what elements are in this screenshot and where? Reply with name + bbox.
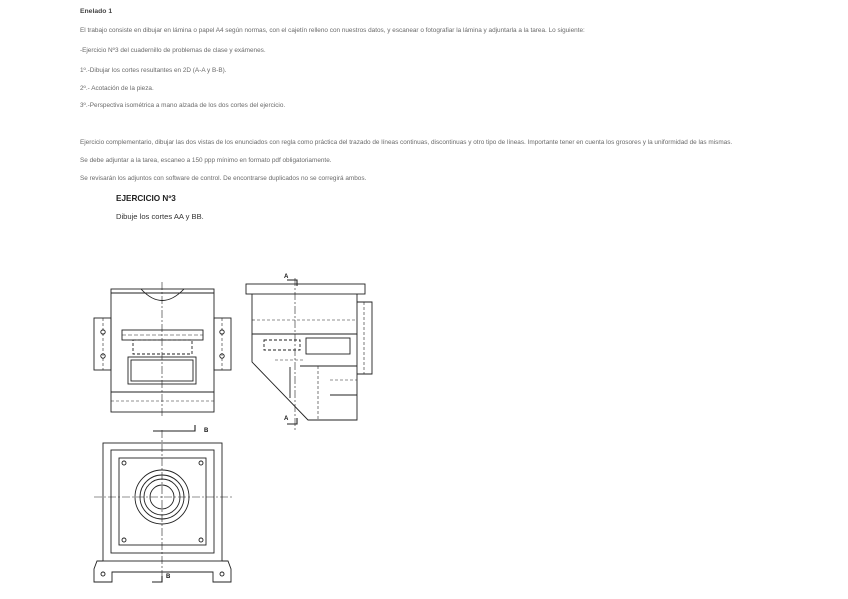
section-label-a-top: A: [284, 274, 289, 280]
document-title: Enelado 1: [80, 8, 113, 15]
task-item-2: 2º.- Acotación de la pieza.: [80, 85, 154, 92]
section-label-b-bottom: B: [166, 574, 171, 580]
task-item-1: 1º.-Dibujar los cortes resultantes en 2D (A-A y B-B).: [80, 67, 227, 74]
instruction-line-2: -Ejercicio Nº3 del cuadernillo de problemas de clase y exámenes.: [80, 47, 266, 54]
review-paragraph: Se revisarán los adjuntos con software de control. De encontrarse duplicados no se corregirá ambos.: [80, 175, 367, 182]
section-label-a-bottom: A: [284, 416, 289, 422]
exercise-subtitle: Dibuje los cortes AA y BB.: [116, 212, 204, 221]
instruction-line-1: El trabajo consiste en dibujar en lámina o papel A4 según normas, con el cajetín relleno con nuestros datos, y escanear o fotografiar la lámina y adjuntarla a la tarea. Lo siguiente:: [80, 27, 585, 34]
exercise-heading: EJERCICIO Nº3: [116, 194, 176, 203]
section-label-b-top: B: [204, 428, 209, 434]
submission-paragraph: Se debe adjuntar a la tarea, escaneo a 150 ppp mínimo en formato pdf obligatoriamente.: [80, 157, 332, 164]
complementary-paragraph: Ejercicio complementario, dibujar las dos vistas de los enunciados con regla como práctica del trazado de líneas continuas, discontinuas y otro tipo de líneas. Importante tener en cuenta los grosores y la uniformidad de las mismas.: [80, 139, 733, 146]
front-view: [94, 282, 231, 418]
top-view: [94, 425, 233, 582]
side-view: [246, 274, 372, 432]
task-item-3: 3º.-Perspectiva isométrica a mano alzada de los dos cortes del ejercicio.: [80, 102, 286, 109]
